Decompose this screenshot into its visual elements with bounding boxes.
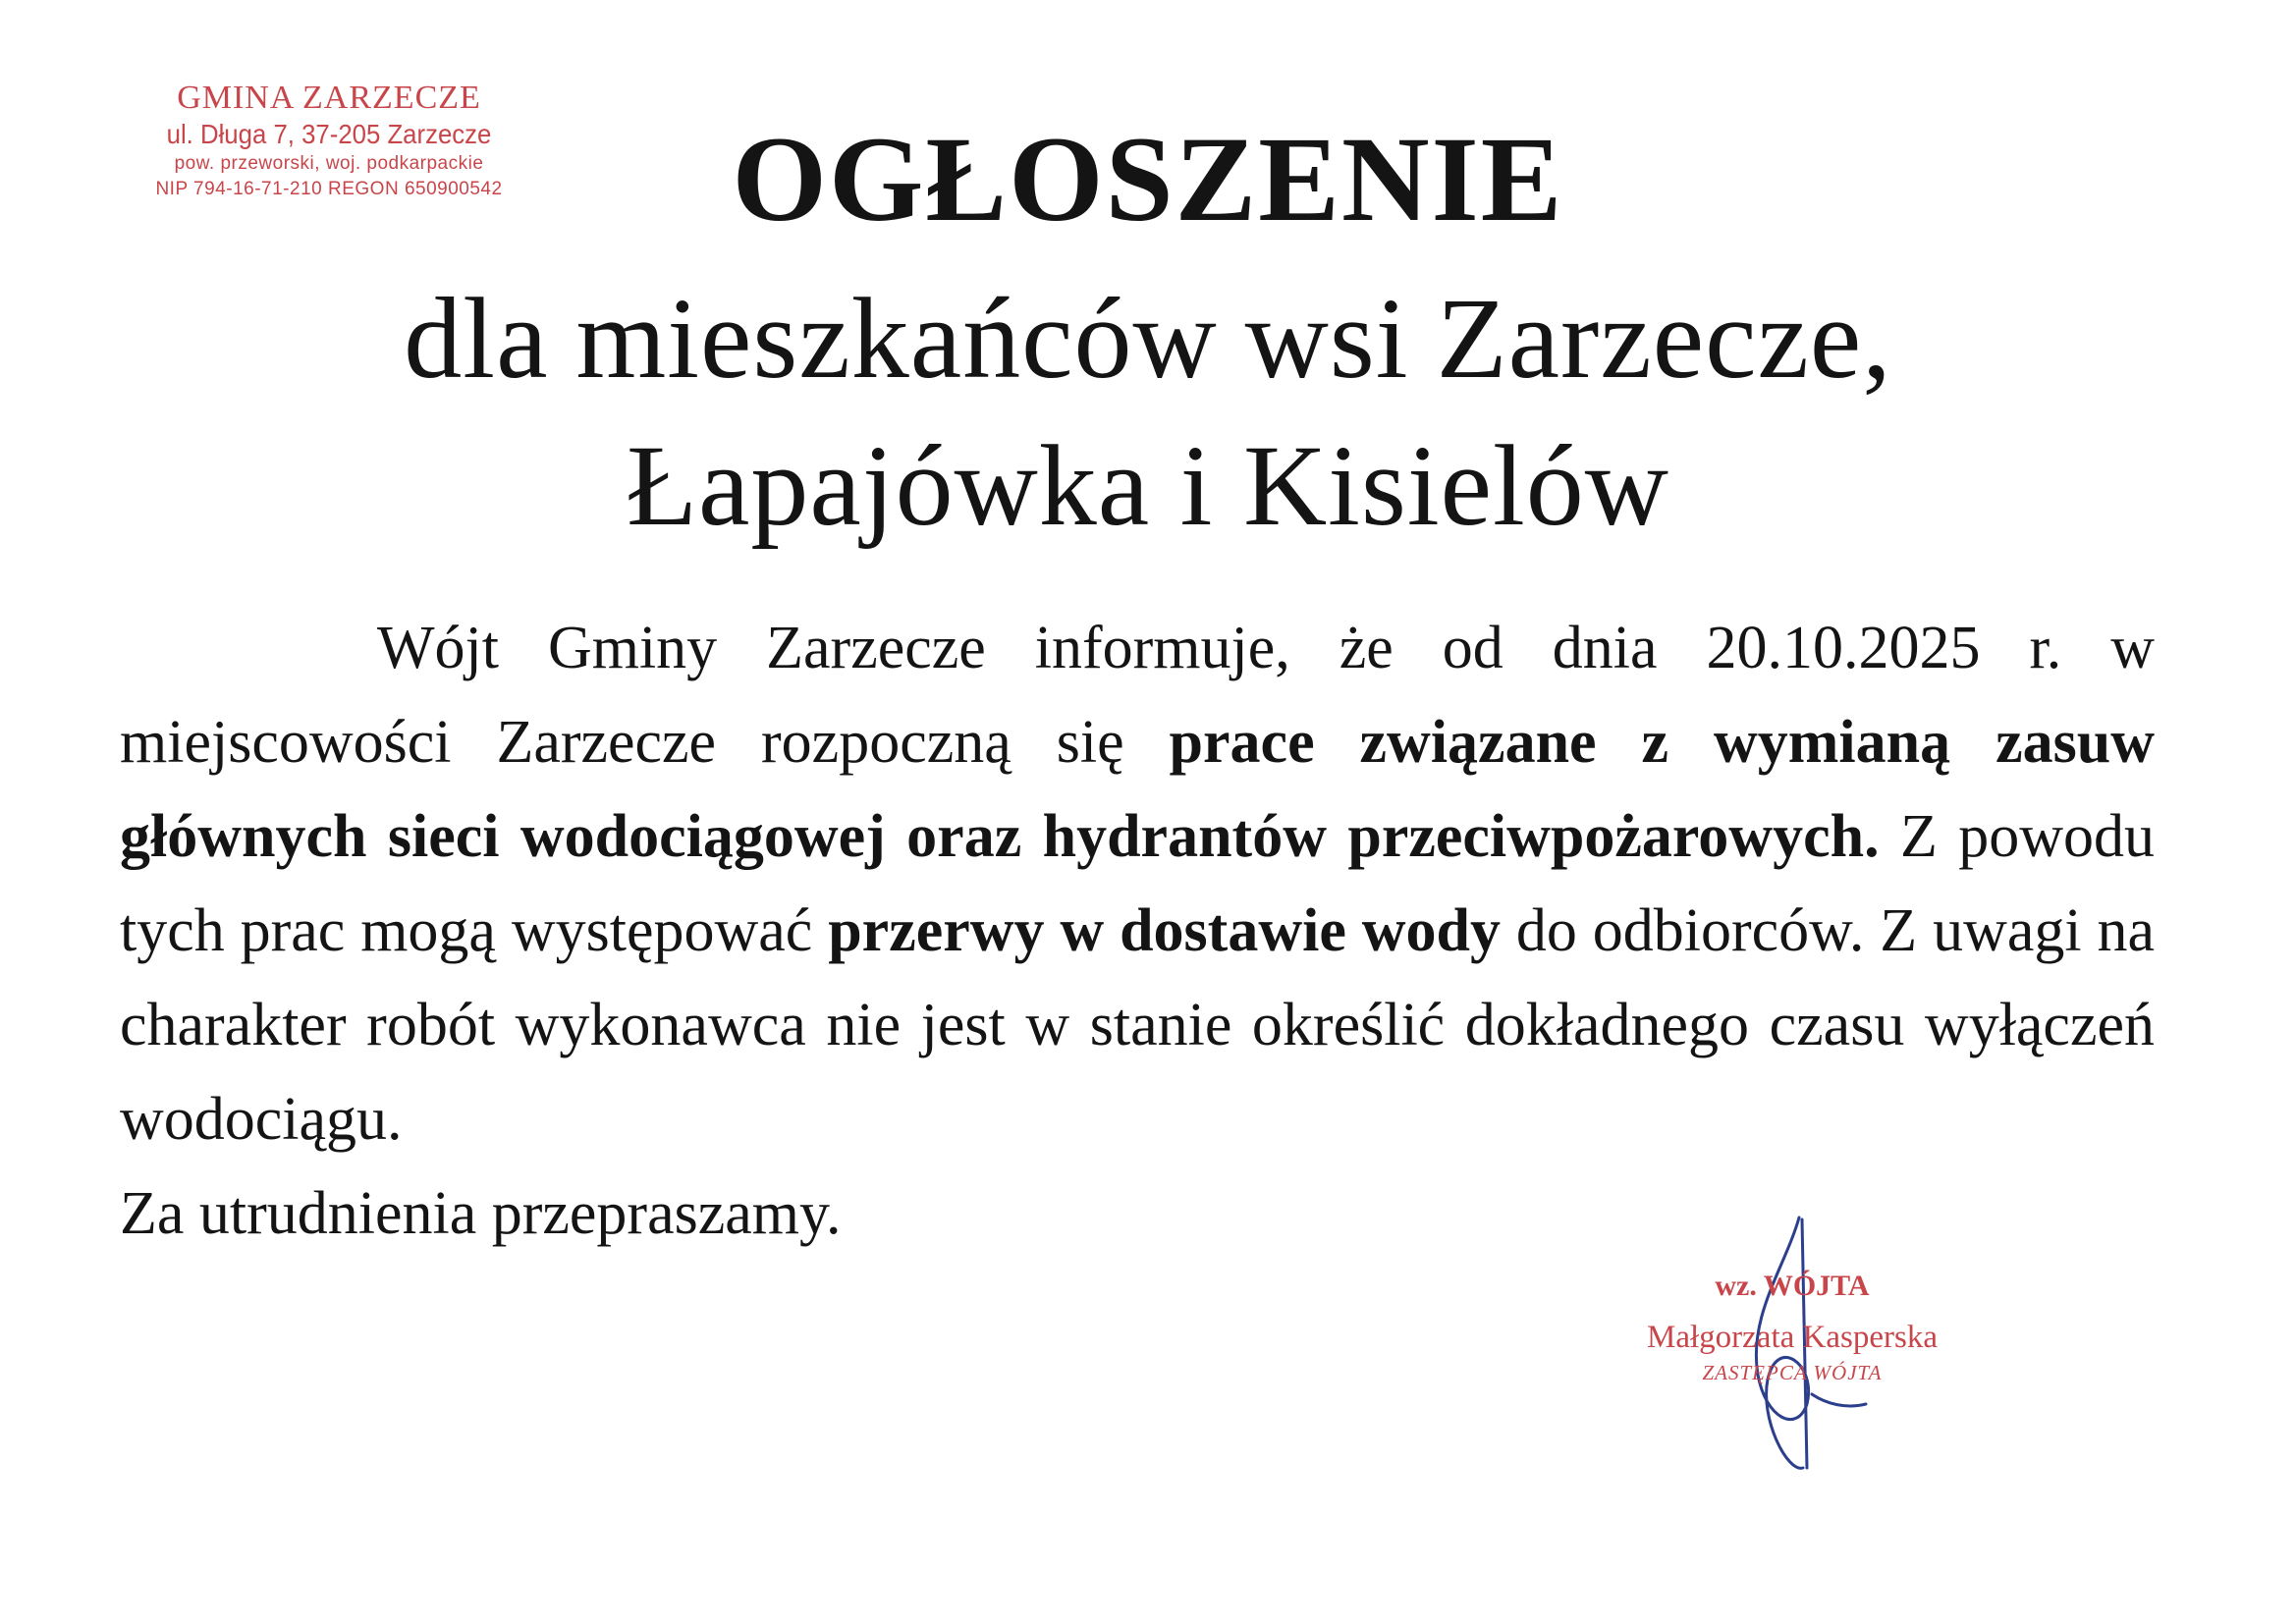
subtitle-line-2: Łapajówka i Kisielów [626,421,1670,550]
subtitle-word: Zarzecze, [1436,274,1892,403]
subtitle-word: mieszkańców [575,274,1218,403]
subtitle-line-1 [0,265,2296,412]
body-emphasis: prace związane z wymianą zasuw głównych sieci wodociągowej oraz hydrantów przeciwpożarowych. [120,709,2155,870]
signatory-role: ZASTĘPCA WÓJTA [1702,1361,1883,1384]
stamp-title: GMINA ZARZECZE [177,80,481,116]
stamp-ids: NIP 794-16-71-210 REGON 650900542 [155,179,503,199]
subtitle-word: dla [404,274,549,403]
signatory-name: Małgorzata Kasperska [1647,1320,1938,1355]
signature-stamp [1611,1267,1974,1386]
subtitle-word: wsi [1244,274,1409,403]
body-paragraph [120,601,2155,1166]
announcement-body [120,601,2155,1261]
body-text: Z powodu tych prac mogą występować [120,803,2155,964]
stamp-region: pow. przeworski, woj. podkarpackie [174,153,484,174]
body-emphasis: przerwy w dostawie wody [828,897,1501,964]
page-subtitle [0,265,2296,560]
stamp-address: ul. Długa 7, 37-205 Zarzecze [166,119,492,149]
closing-line: Za utrudnienia przepraszamy. [120,1180,842,1247]
signature-on-behalf: wz. WÓJTA [1715,1270,1870,1302]
page-title: OGŁOSZENIE [732,112,1564,246]
body-text: do odbiorców. Z uwagi na charakter robót wykonawca nie jest w stanie określić dokładnego czasu wyłączeń wodociągu. [120,897,2155,1153]
body-text: Wójt Gminy Zarzecze informuje, że od dnia 20.10.2025 r. w miejscowości Zarzecze rozpoczną się [120,615,2155,776]
